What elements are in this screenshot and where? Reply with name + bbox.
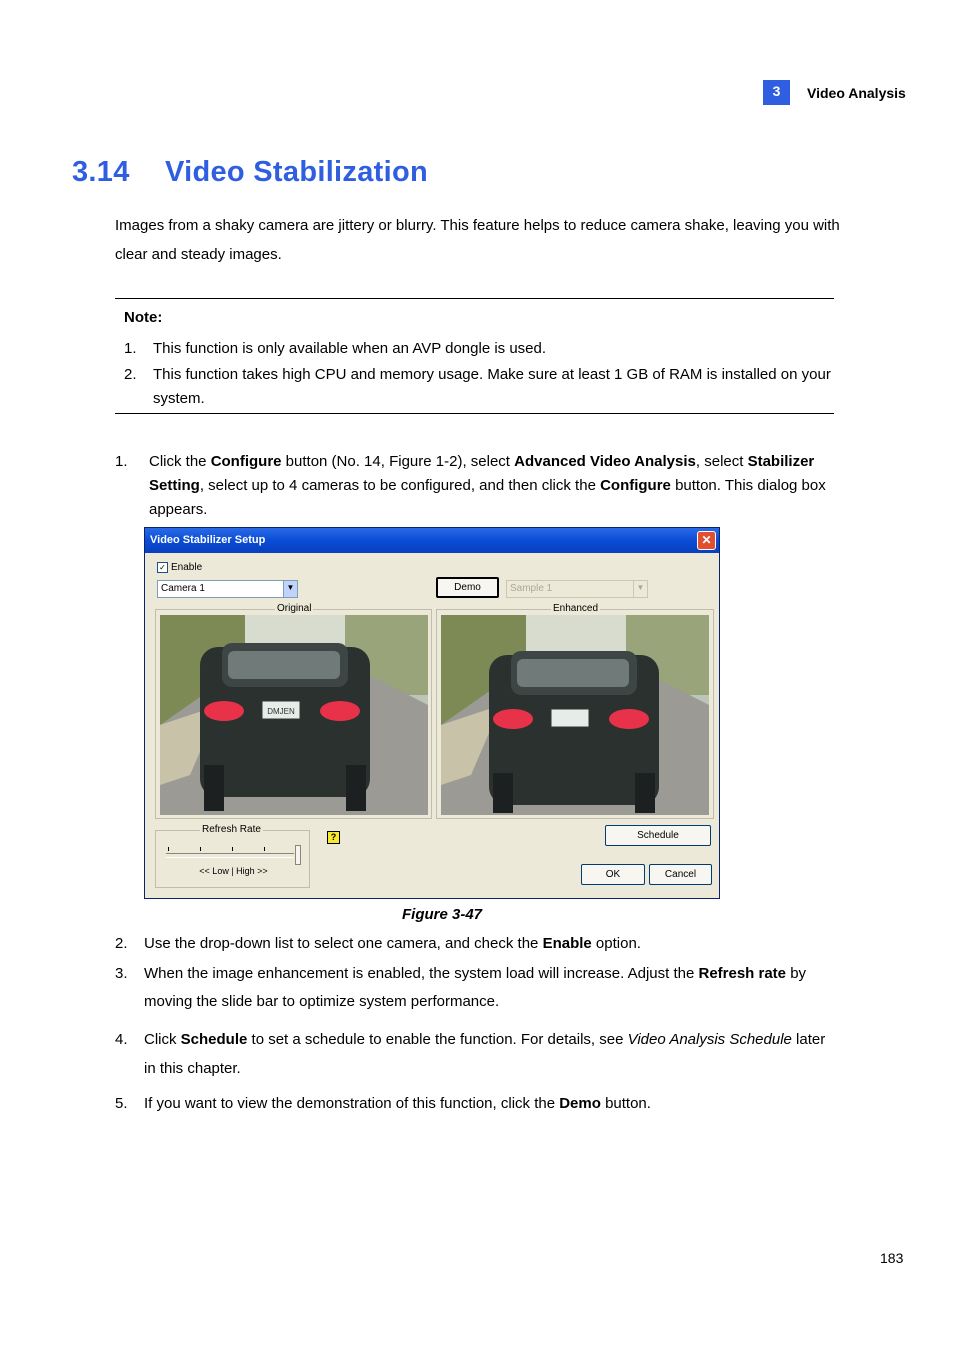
step-4 [115,1025,840,1083]
dialog-title: Video Stabilizer Setup [150,534,266,546]
close-icon[interactable]: ✕ [697,531,716,550]
dialog-title-bar [145,528,719,553]
section-heading [72,156,428,189]
schedule-button[interactable]: Schedule [605,825,711,846]
text: button. [600,1095,651,1112]
italic-reference: Video Analysis Schedule [627,1031,792,1048]
text: by moving the slide bar to optimize system performance. [144,965,807,1010]
text: , select up to 4 cameras to be configured, and then click the [199,477,601,494]
section-title: Video Stabilization [165,156,428,188]
text: If you want to view the demonstration of this function, click the [144,1095,560,1112]
bold-term: Advanced Video Analysis [514,453,696,470]
car-photo-enhanced [441,615,709,815]
note-item-number: 2. [124,366,137,383]
enable-checkbox[interactable]: ✓ [157,562,168,573]
text: button. This dialog box appears. [149,477,826,518]
cancel-button[interactable]: Cancel [649,864,712,885]
enhanced-label: Enhanced [553,603,599,614]
chapter-title: Video Analysis [807,85,906,101]
video-stabilizer-dialog [144,527,720,899]
sample-select-value: Sample 1 [510,583,553,594]
bold-term: Refresh rate [698,965,787,982]
bold-term: Stabilizer Setting [149,453,815,494]
note-item [124,337,824,361]
slider-tick [200,847,201,851]
chevron-down-icon: ▼ [633,581,647,597]
refresh-rate-slider-track[interactable] [166,853,294,858]
original-label: Original [277,603,312,614]
refresh-rate-label: Refresh Rate [202,824,261,835]
note-item [124,363,831,411]
text: , select [695,453,748,470]
enhanced-video-frame [441,615,709,815]
note-item-text: This function is only available when an AVP dongle is used. [153,340,547,357]
text: Use the drop-down list to select one camera, and check the [144,935,543,952]
intro-paragraph: Images from a shaky camera are jittery or blurry. This feature helps to reduce camera shake, leaving you with clear and steady images. [115,217,840,263]
figure-caption: Figure 3-47 [401,906,483,923]
bold-term: Schedule [180,1031,248,1048]
text: option. [591,935,641,952]
step-number: 2. [115,935,128,952]
sample-select[interactable] [506,580,648,598]
slider-tick [168,847,169,851]
page-number: 183 [880,1250,904,1266]
camera-select[interactable] [157,580,298,598]
step-text [144,960,840,1016]
note-title: Note: [124,309,163,326]
chapter-number-badge: 3 [763,80,790,105]
license-plate-text: DMJEN [267,707,295,716]
text: Click the [149,453,211,470]
bold-term: Demo [559,1095,601,1112]
step-number: 5. [115,1095,128,1112]
step-number: 3. [115,965,128,982]
bold-term: Configure [210,453,282,470]
slider-tick [232,847,233,851]
original-group [155,603,432,819]
text: button (No. 14, Figure 1-2), select [281,453,515,470]
step-number: 1. [115,453,128,470]
step-2 [115,932,840,956]
chevron-down-icon: ▼ [283,581,297,597]
step-text [144,932,840,956]
enhanced-group [436,603,714,819]
help-icon[interactable]: ? [327,831,340,844]
step-1 [115,450,840,522]
step-text [149,450,840,522]
low-high-label: << Low | High >> [199,866,268,876]
step-number: 4. [115,1031,128,1048]
note-item-number: 1. [124,340,137,357]
demo-button[interactable]: Demo [436,577,499,598]
step-text [144,1092,840,1116]
refresh-rate-slider-handle[interactable] [295,845,301,865]
bold-term: Configure [600,477,671,494]
enable-label: Enable [171,562,203,573]
slider-tick [264,847,265,851]
step-5 [115,1092,840,1116]
original-video-frame [160,615,428,815]
section-number: 3.14 [72,156,130,188]
text: Click [144,1031,181,1048]
camera-select-value: Camera 1 [161,583,205,594]
text: later in this chapter. [144,1031,826,1077]
text: When the image enhancement is enabled, the system load will increase. Adjust the [144,965,699,982]
note-box [115,298,834,414]
step-text [144,1025,840,1083]
ok-button[interactable]: OK [581,864,645,885]
step-3 [115,960,840,1016]
car-photo-original [160,615,428,815]
text: to set a schedule to enable the function. For details, see [247,1031,628,1048]
bold-term: Enable [542,935,592,952]
note-item-text: This function takes high CPU and memory usage. Make sure at least 1 GB of RAM is installed on your system. [153,366,831,407]
refresh-rate-group [155,824,310,888]
